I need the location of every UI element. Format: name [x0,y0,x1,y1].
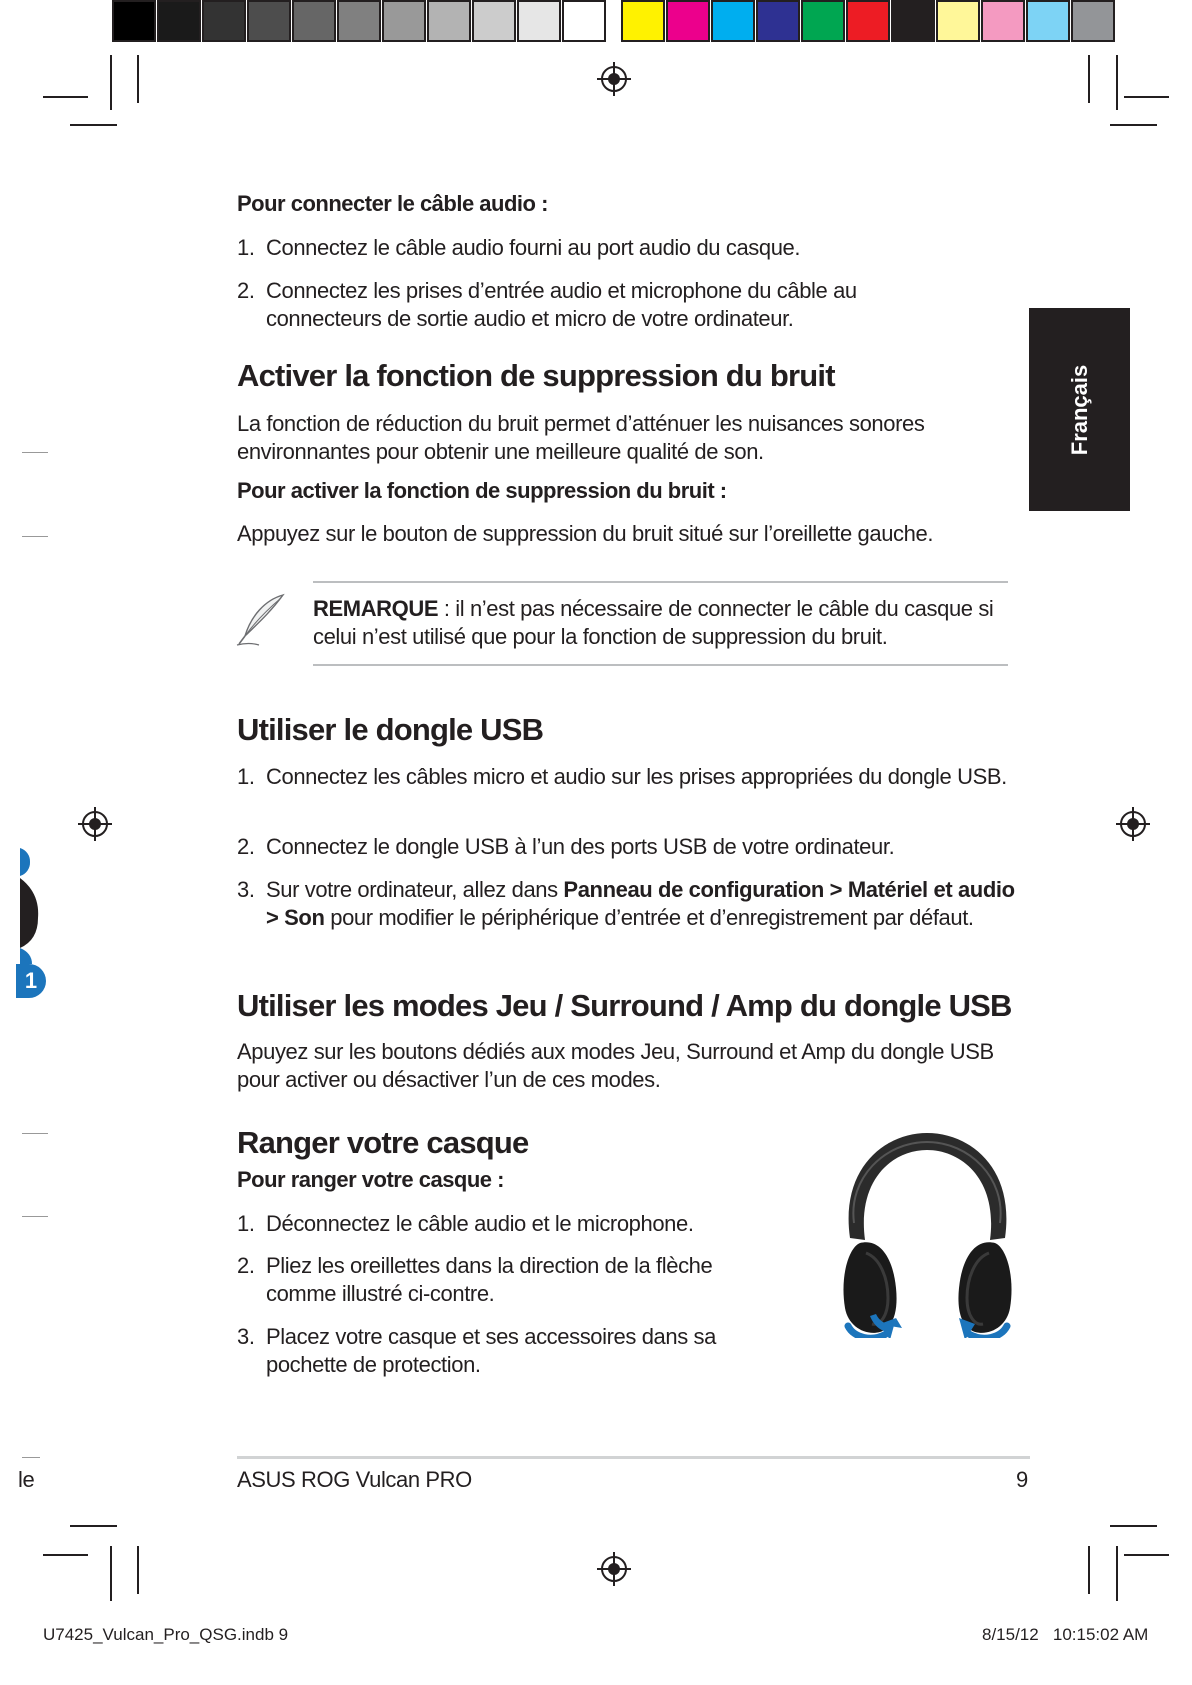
crop-mark [1110,1525,1157,1527]
footer-rule [237,1456,1030,1459]
folding-headphones-illustration [830,1128,1025,1338]
crop-mark [70,124,117,126]
list-item: 1. Déconnectez le câble audio et le microphone. [237,1211,694,1236]
color-swatch [666,0,710,42]
crop-mark [1116,1546,1118,1601]
registration-mark-icon [1116,807,1150,841]
store-subheading: Pour ranger votre casque : [237,1167,504,1192]
noise-intro: La fonction de réduction du bruit permet d’atténuer les nuisances sonores environnantes pour obtenir une meilleure qualité de son. [237,411,925,464]
noise-section-title: Activer la fonction de suppression du bruit [237,358,835,393]
crop-mark [70,1525,117,1527]
crop-mark [137,55,139,103]
gray-swatch [562,0,606,42]
registration-mark-icon [78,807,112,841]
guide-tick [22,536,48,537]
language-tab [1029,308,1130,511]
feather-pen-icon [235,592,287,648]
noise-instruction: Appuyez sur le bouton de suppression du bruit situé sur l’oreillette gauche. [237,521,934,546]
crop-mark [1088,55,1090,103]
list-item: 2. Connectez le dongle USB à l’un des ports USB de votre ordinateur. [237,834,895,859]
color-swatch [981,0,1025,42]
footer-product-name: ASUS ROG Vulcan PRO [237,1467,472,1492]
list-item: 1. Connectez les câbles micro et audio sur les prises appropriées du dongle USB. [237,764,1007,789]
modes-section-title: Utiliser les modes Jeu / Surround / Amp du dongle USB [237,988,1012,1023]
color-swatch [846,0,890,42]
crop-mark [137,1546,139,1594]
color-swatch [936,0,980,42]
slug-file-name: U7425_Vulcan_Pro_QSG.indb 9 [43,1625,289,1644]
bleed-text-fragment: le [18,1467,35,1492]
note-top-rule [313,581,1008,583]
gray-swatch [427,0,471,42]
crop-mark [43,96,88,98]
note-text: REMARQUE : il n’est pas nécessaire de connecter le câble du casque si celui n’est utilisé que pour la fonction de suppression du bruit. [313,596,994,649]
crop-mark [1124,96,1169,98]
color-swatch [1071,0,1115,42]
list-item: 1. Connectez le câble audio fourni au port audio du casque. [237,235,801,260]
gray-swatch [157,0,201,42]
registration-mark-icon [597,62,631,96]
registration-mark-icon [597,1552,631,1586]
color-swatch [891,0,935,42]
crop-mark [1124,1554,1169,1556]
color-swatch [801,0,845,42]
gray-swatch [247,0,291,42]
guide-tick [22,1457,40,1458]
footer-page-number: 9 [1016,1467,1028,1492]
color-swatch [1026,0,1070,42]
crop-mark [43,1554,88,1556]
note-label: REMARQUE [313,596,439,621]
slug-timestamp: 8/15/12 10:15:02 AM [982,1625,1149,1644]
gray-swatch [337,0,381,42]
store-section-title: Ranger votre casque [237,1125,529,1160]
modes-text: Apuyez sur les boutons dédiés aux modes Jeu, Surround et Amp du dongle USB pour activer ou désactiver l’un de ces modes. [237,1039,994,1092]
usb-section-title: Utiliser le dongle USB [237,712,544,747]
crop-mark [1116,55,1118,110]
crop-mark [110,55,112,110]
list-item: 2. Pliez les oreillettes dans la direction de la flèche comme illustré ci-contre. [237,1253,713,1306]
guide-tick [22,1133,48,1134]
crop-mark [1110,124,1157,126]
bleed-badge: 1 [16,964,46,998]
noise-subheading: Pour activer la fonction de suppression du bruit : [237,478,727,503]
crop-mark [1088,1546,1090,1594]
color-swatch [756,0,800,42]
gray-swatch [517,0,561,42]
note-bottom-rule [313,664,1008,666]
gray-swatch [292,0,336,42]
list-item: 2. Connectez les prises d’entrée audio et microphone du câble au connecteurs de sortie audio et micro de votre ordinateur. [237,278,857,331]
list-item: 3. Sur votre ordinateur, allez dans Panneau de configuration > Matériel et audio > Son pour modifier le périphérique d’entrée et d’enregistrement par défaut. [237,877,1015,930]
gray-swatch [112,0,156,42]
color-swatch [711,0,755,42]
guide-tick [22,452,48,453]
color-swatch [621,0,665,42]
gray-swatch [382,0,426,42]
gray-swatch [202,0,246,42]
guide-tick [22,1216,48,1217]
list-item: 3. Placez votre casque et ses accessoires dans sa pochette de protection. [237,1324,716,1377]
language-tab-label: Français [1066,364,1092,455]
audio-cable-heading: Pour connecter le câble audio : [237,191,548,216]
gray-swatch [472,0,516,42]
crop-mark [110,1546,112,1601]
